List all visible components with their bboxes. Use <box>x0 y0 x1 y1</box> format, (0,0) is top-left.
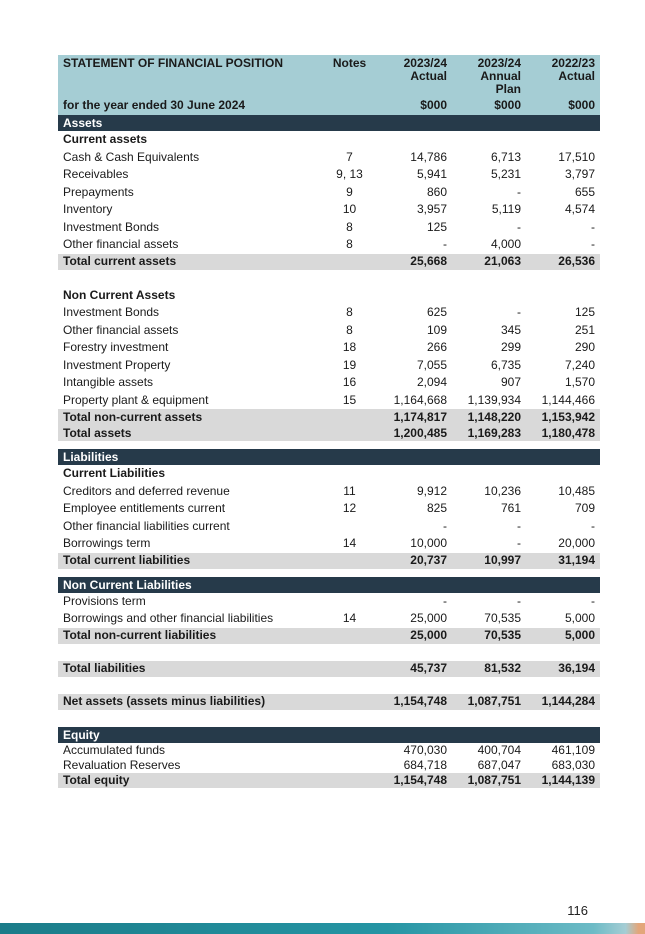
col-prior-header: 2022/23 Actual <box>526 55 600 97</box>
current-liabilities-heading-label: Current Liabilities <box>63 466 166 481</box>
value-plan: 1,087,751 <box>452 773 526 788</box>
table-row <box>58 219 600 237</box>
row-label: Other financial assets <box>63 237 179 252</box>
value-plan: 10,997 <box>452 553 526 569</box>
total-current-assets-row <box>58 254 600 270</box>
value-actual: 860 <box>426 184 447 199</box>
value-actual: 266 <box>426 340 447 355</box>
value-prior: 1,570 <box>564 375 595 390</box>
value-plan: 687,047 <box>477 757 521 772</box>
row-label: Investment Bonds <box>63 305 160 320</box>
row-label: Total liabilities <box>58 661 308 677</box>
value-plan: 21,063 <box>452 254 526 270</box>
table-row <box>58 236 600 254</box>
value-actual: 1,200,485 <box>378 425 452 441</box>
value-prior: 3,797 <box>564 167 595 182</box>
value-prior: 20,000 <box>558 536 595 551</box>
row-notes <box>308 628 378 644</box>
value-actual: 2,094 <box>416 375 447 390</box>
value-prior: 290 <box>574 340 595 355</box>
row-label: Creditors and deferred revenue <box>63 483 230 498</box>
value-plan: 1,148,220 <box>452 409 526 425</box>
table-row <box>58 500 600 518</box>
row-notes: 8 <box>346 237 353 252</box>
value-prior: 5,000 <box>526 628 600 644</box>
value-prior: 683,030 <box>551 757 595 772</box>
value-prior: 4,574 <box>564 202 595 217</box>
table-row <box>58 322 600 340</box>
header-row <box>58 55 600 97</box>
value-actual: 470,030 <box>403 742 447 757</box>
spacer-row <box>58 710 600 727</box>
value-prior: - <box>591 518 595 533</box>
total-assets-row <box>58 425 600 441</box>
value-actual: 25,668 <box>378 254 452 270</box>
value-plan: 81,532 <box>452 661 526 677</box>
spacer-row <box>58 441 600 449</box>
section-liabilities-label: Liabilities <box>58 449 600 465</box>
section-noncurrent-liabilities-label: Non Current Liabilities <box>58 577 600 593</box>
row-notes: 16 <box>342 375 357 390</box>
value-prior: 251 <box>574 322 595 337</box>
value-actual: 1,174,817 <box>378 409 452 425</box>
row-label: Investment Property <box>63 357 171 372</box>
value-actual: 20,737 <box>378 553 452 569</box>
total-current-liabilities-row <box>58 553 600 569</box>
row-label: Total assets <box>58 425 308 441</box>
unit-label: $000 <box>378 97 452 115</box>
value-plan: 5,231 <box>490 167 521 182</box>
row-label: Property plant & equipment <box>63 392 209 407</box>
row-label: Employee entitlements current <box>63 501 226 516</box>
table-row <box>58 304 600 322</box>
spacer-row <box>58 270 600 287</box>
notes-header: Notes <box>308 55 378 97</box>
value-actual: - <box>443 518 447 533</box>
row-label: Total current liabilities <box>58 553 308 569</box>
section-assets-label: Assets <box>58 115 600 131</box>
noncurrent-assets-heading <box>58 287 600 305</box>
value-plan: 1,169,283 <box>452 425 526 441</box>
spacer-row <box>58 569 600 577</box>
total-equity-row <box>58 773 600 788</box>
value-plan: 6,735 <box>490 357 521 372</box>
row-notes: 12 <box>342 501 357 516</box>
value-prior: 31,194 <box>526 553 600 569</box>
value-actual: - <box>443 593 447 608</box>
row-notes: 15 <box>342 392 357 407</box>
row-notes: 9 <box>346 184 353 199</box>
value-plan: - <box>517 305 521 320</box>
section-noncurrent-liabilities <box>58 577 600 593</box>
row-label: Cash & Cash Equivalents <box>63 149 200 164</box>
row-notes <box>308 593 378 611</box>
row-label: Borrowings term <box>63 536 151 551</box>
value-actual: 684,718 <box>403 757 447 772</box>
value-prior: 125 <box>574 305 595 320</box>
table-row <box>58 149 600 167</box>
table-row <box>58 339 600 357</box>
value-prior: 1,144,466 <box>541 392 595 407</box>
row-notes: 8 <box>346 219 353 234</box>
value-prior: 1,144,139 <box>526 773 600 788</box>
row-notes: 14 <box>342 611 357 626</box>
row-notes: 9, 13 <box>336 167 363 182</box>
row-notes <box>308 661 378 677</box>
total-liabilities-row <box>58 661 600 677</box>
statement-title: STATEMENT OF FINANCIAL POSITION <box>58 55 308 97</box>
unit-label: $000 <box>452 97 526 115</box>
row-label: Total equity <box>58 773 308 788</box>
total-noncurrent-assets-row <box>58 409 600 425</box>
section-liabilities <box>58 449 600 465</box>
value-plan: 70,535 <box>452 628 526 644</box>
value-plan: 400,704 <box>477 742 521 757</box>
value-actual: 1,164,668 <box>393 392 447 407</box>
table-row <box>58 743 600 758</box>
row-label: Provisions term <box>63 593 146 608</box>
row-label: Receivables <box>63 167 129 182</box>
value-actual: - <box>443 237 447 252</box>
value-actual: 5,941 <box>416 167 447 182</box>
value-actual: 125 <box>426 219 447 234</box>
row-notes <box>308 409 378 425</box>
table-row <box>58 374 600 392</box>
statement-subtitle: for the year ended 30 June 2024 <box>58 97 308 115</box>
value-actual: 45,737 <box>378 661 452 677</box>
value-plan: 345 <box>500 322 521 337</box>
spacer-row <box>58 677 600 694</box>
value-actual: 625 <box>426 305 447 320</box>
value-plan: - <box>517 184 521 199</box>
value-prior: 655 <box>574 184 595 199</box>
table-row <box>58 518 600 536</box>
row-label: Prepayments <box>63 184 134 199</box>
table-row <box>58 184 600 202</box>
row-notes: 8 <box>346 305 353 320</box>
table-row <box>58 593 600 611</box>
table-row <box>58 758 600 773</box>
value-prior: 17,510 <box>558 149 595 164</box>
row-notes: 8 <box>346 322 353 337</box>
row-label: Total non-current liabilities <box>58 628 308 644</box>
value-plan: - <box>517 219 521 234</box>
row-label: Intangible assets <box>63 375 154 390</box>
row-notes <box>308 518 378 536</box>
section-equity <box>58 727 600 743</box>
value-plan: 299 <box>500 340 521 355</box>
noncurrent-assets-heading-label: Non Current Assets <box>63 287 176 302</box>
value-plan: 5,119 <box>491 202 521 217</box>
value-prior: 36,194 <box>526 661 600 677</box>
table-row <box>58 357 600 375</box>
value-prior: 5,000 <box>564 611 595 626</box>
value-actual: 25,000 <box>410 611 447 626</box>
value-prior: 461,109 <box>551 742 595 757</box>
spacer-row <box>58 644 600 661</box>
value-actual: 9,912 <box>416 483 447 498</box>
col-plan-header: 2023/24 Annual Plan <box>452 55 526 97</box>
value-plan: - <box>517 518 521 533</box>
section-assets <box>58 115 600 131</box>
row-notes: 7 <box>346 149 353 164</box>
table-row <box>58 201 600 219</box>
net-assets-row <box>58 694 600 710</box>
unit-label: $000 <box>526 97 600 115</box>
value-plan: 10,236 <box>484 483 521 498</box>
statement-table <box>58 55 600 788</box>
row-label: Borrowings and other financial liabilities <box>63 611 274 626</box>
value-plan: - <box>517 593 521 608</box>
current-assets-heading <box>58 131 600 149</box>
value-prior: 1,153,942 <box>526 409 600 425</box>
row-notes: 19 <box>342 357 357 372</box>
table-row <box>58 483 600 501</box>
total-noncurrent-liabilities-row <box>58 628 600 644</box>
value-actual: 109 <box>426 322 447 337</box>
value-actual: 1,154,748 <box>378 773 452 788</box>
value-prior: 10,485 <box>558 483 595 498</box>
row-label: Net assets (assets minus liabilities) <box>58 694 308 710</box>
row-label: Investment Bonds <box>63 219 160 234</box>
footer-stripe <box>0 923 645 934</box>
table-row <box>58 166 600 184</box>
row-notes: 11 <box>343 483 356 498</box>
table-row <box>58 610 600 628</box>
value-plan: 1,139,934 <box>467 392 521 407</box>
row-label: Other financial liabilities current <box>63 518 230 533</box>
value-prior: - <box>591 219 595 234</box>
value-plan: - <box>517 536 521 551</box>
value-actual: 3,957 <box>416 202 447 217</box>
value-plan: 4,000 <box>490 237 521 252</box>
value-prior: 1,180,478 <box>526 425 600 441</box>
col-actual-header: 2023/24 Actual <box>378 55 452 97</box>
page-number: 116 <box>567 903 588 918</box>
current-assets-heading-label: Current assets <box>63 132 148 147</box>
row-notes <box>308 743 378 758</box>
table-row <box>58 392 600 410</box>
value-plan: 761 <box>500 501 521 516</box>
row-notes <box>308 773 378 788</box>
current-liabilities-heading <box>58 465 600 483</box>
row-label: Total current assets <box>58 254 308 270</box>
row-label: Total non-current assets <box>58 409 308 425</box>
row-notes <box>308 254 378 270</box>
value-actual: 825 <box>426 501 447 516</box>
row-notes <box>308 758 378 773</box>
section-equity-label: Equity <box>58 727 600 743</box>
value-plan: 907 <box>500 375 521 390</box>
financial-statement <box>58 55 599 788</box>
row-label: Revaluation Reserves <box>63 757 181 772</box>
value-actual: 7,055 <box>416 357 447 372</box>
value-plan: 6,713 <box>490 149 521 164</box>
row-label: Accumulated funds <box>63 742 166 757</box>
row-notes: 18 <box>342 340 357 355</box>
value-actual: 1,154,748 <box>378 694 452 710</box>
row-notes <box>308 694 378 710</box>
value-actual: 25,000 <box>378 628 452 644</box>
table-row <box>58 535 600 553</box>
row-notes <box>308 425 378 441</box>
row-notes <box>308 553 378 569</box>
value-prior: - <box>591 593 595 608</box>
value-actual: 10,000 <box>410 536 447 551</box>
subtitle-row <box>58 97 600 115</box>
row-notes: 14 <box>342 536 357 551</box>
value-prior: 7,240 <box>564 357 595 372</box>
value-plan: 70,535 <box>484 611 521 626</box>
row-label: Inventory <box>63 202 113 217</box>
value-prior: 1,144,284 <box>526 694 600 710</box>
row-notes: 10 <box>342 202 357 217</box>
value-prior: - <box>591 237 595 252</box>
value-plan: 1,087,751 <box>452 694 526 710</box>
value-actual: 14,786 <box>410 149 447 164</box>
value-prior: 709 <box>574 501 595 516</box>
row-label: Forestry investment <box>63 340 169 355</box>
value-prior: 26,536 <box>526 254 600 270</box>
row-label: Other financial assets <box>63 322 179 337</box>
